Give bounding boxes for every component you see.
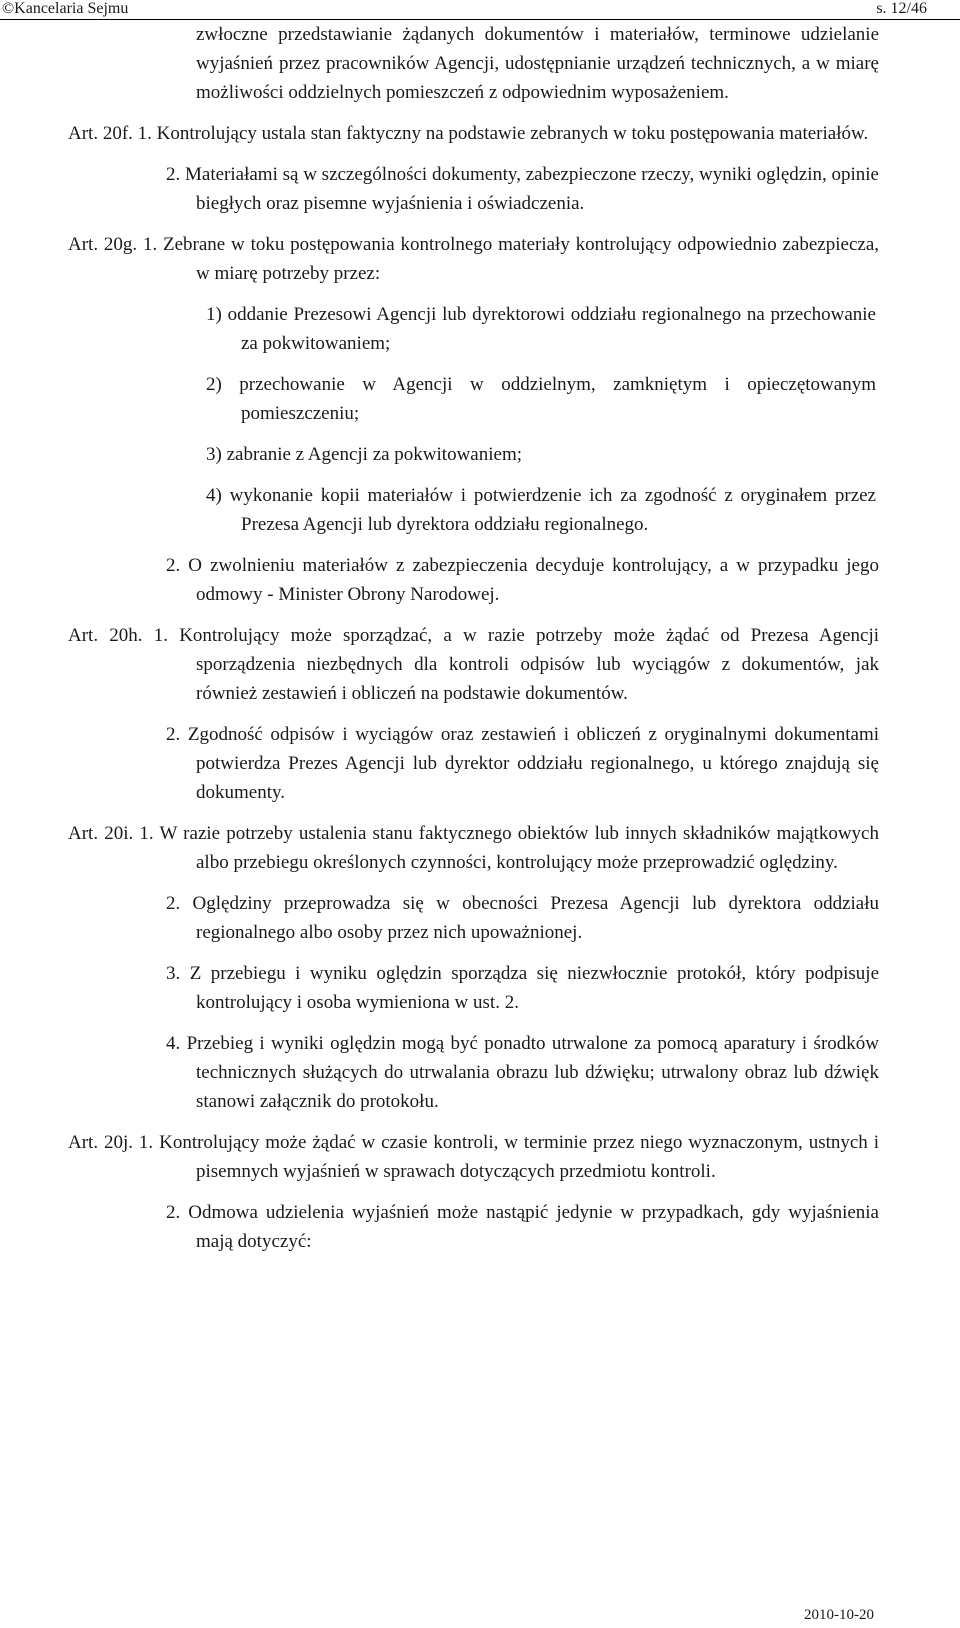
page-number: s. 12/46	[876, 0, 927, 17]
article-20f-ust-1: Art. 20f. 1. Kontrolujący ustala stan faktyczny na podstawie zebranych w toku postępowania materiałów.	[68, 123, 869, 144]
page-header	[0, 0, 960, 21]
copyright-label: ©Kancelaria Sejmu	[2, 0, 129, 17]
article-20i-ust-4: 4. Przebieg i wyniki oględzin mogą być ponadto utrwalone za pomocą aparatury i środków technicznych służących do utrwalania obrazu lub dźwięku; utrwalony obraz lub dźwięk stanowi załącznik do protokołu.	[166, 1033, 879, 1112]
paragraph-continuation: zwłoczne przedstawianie żądanych dokumentów i materiałów, terminowe udzielanie wyjaśnień przez pracowników Agencji, udostępnianie urządzeń technicznych, a w miarę możliwości oddzielnych pomieszczeń z odpowiednim wyposażeniem.	[196, 24, 879, 103]
article-20h-ust-2: 2. Zgodność odpisów i wyciągów oraz zestawień i obliczeń z oryginalnymi dokumentami potwierdza Prezes Agencji lub dyrektor oddziału regionalnego, u którego znajdują się dokumenty.	[166, 724, 879, 803]
article-20g-pkt-1: 1) oddanie Prezesowi Agencji lub dyrektorowi oddziału regionalnego na przechowanie za pokwitowaniem;	[206, 304, 876, 354]
footer-date: 2010-10-20	[804, 1607, 874, 1623]
article-20h-ust-1: Art. 20h. 1. Kontrolujący może sporządzać, a w razie potrzeby może żądać od Prezesa Agencji sporządzenia niezbędnych dla kontroli odpisów lub wyciągów z dokumentów, jak również zestawień i obliczeń na podstawie dokumentów.	[68, 625, 879, 704]
article-20i-ust-2: 2. Oględziny przeprowadza się w obecności Prezesa Agencji lub dyrektora oddziału regionalnego albo osoby przez nich upoważnionej.	[166, 893, 879, 943]
article-20g-pkt-4: 4) wykonanie kopii materiałów i potwierdzenie ich za zgodność z oryginałem przez Prezesa Agencji lub dyrektora oddziału regionalnego.	[206, 485, 876, 535]
article-20j-ust-2: 2. Odmowa udzielenia wyjaśnień może nastąpić jedynie w przypadkach, gdy wyjaśnienia mają dotyczyć:	[166, 1202, 879, 1252]
article-20g-ust-1: Art. 20g. 1. Zebrane w toku postępowania kontrolnego materiały kontrolujący odpowiednio zabezpiecza, w miarę potrzeby przez:	[68, 234, 879, 284]
article-20g-pkt-3: 3) zabranie z Agencji za pokwitowaniem;	[206, 444, 523, 465]
article-20j-ust-1: Art. 20j. 1. Kontrolujący może żądać w czasie kontroli, w terminie przez niego wyznaczonym, ustnych i pisemnych wyjaśnień w sprawach dotyczących przedmiotu kontroli.	[68, 1132, 879, 1182]
article-20g-ust-2: 2. O zwolnieniu materiałów z zabezpieczenia decyduje kontrolujący, a w przypadku jego odmowy - Minister Obrony Narodowej.	[166, 555, 879, 605]
article-20i-ust-3: 3. Z przebiegu i wyniku oględzin sporządza się niezwłocznie protokół, który podpisuje kontrolujący i osoba wymieniona w ust. 2.	[166, 963, 879, 1013]
article-20i-ust-1: Art. 20i. 1. W razie potrzeby ustalenia stanu faktycznego obiektów lub innych składników majątkowych albo przebiegu określonych czynności, kontrolujący może przeprowadzić oględziny.	[68, 823, 879, 873]
article-20g-pkt-2: 2) przechowanie w Agencji w oddzielnym, zamkniętym i opieczętowanym pomieszczeniu;	[206, 374, 876, 424]
article-20f-ust-2: 2. Materiałami są w szczególności dokumenty, zabezpieczone rzeczy, wyniki oględzin, opinie biegłych oraz pisemne wyjaśnienia i oświadczenia.	[166, 164, 879, 214]
document-body	[0, 20, 960, 1256]
